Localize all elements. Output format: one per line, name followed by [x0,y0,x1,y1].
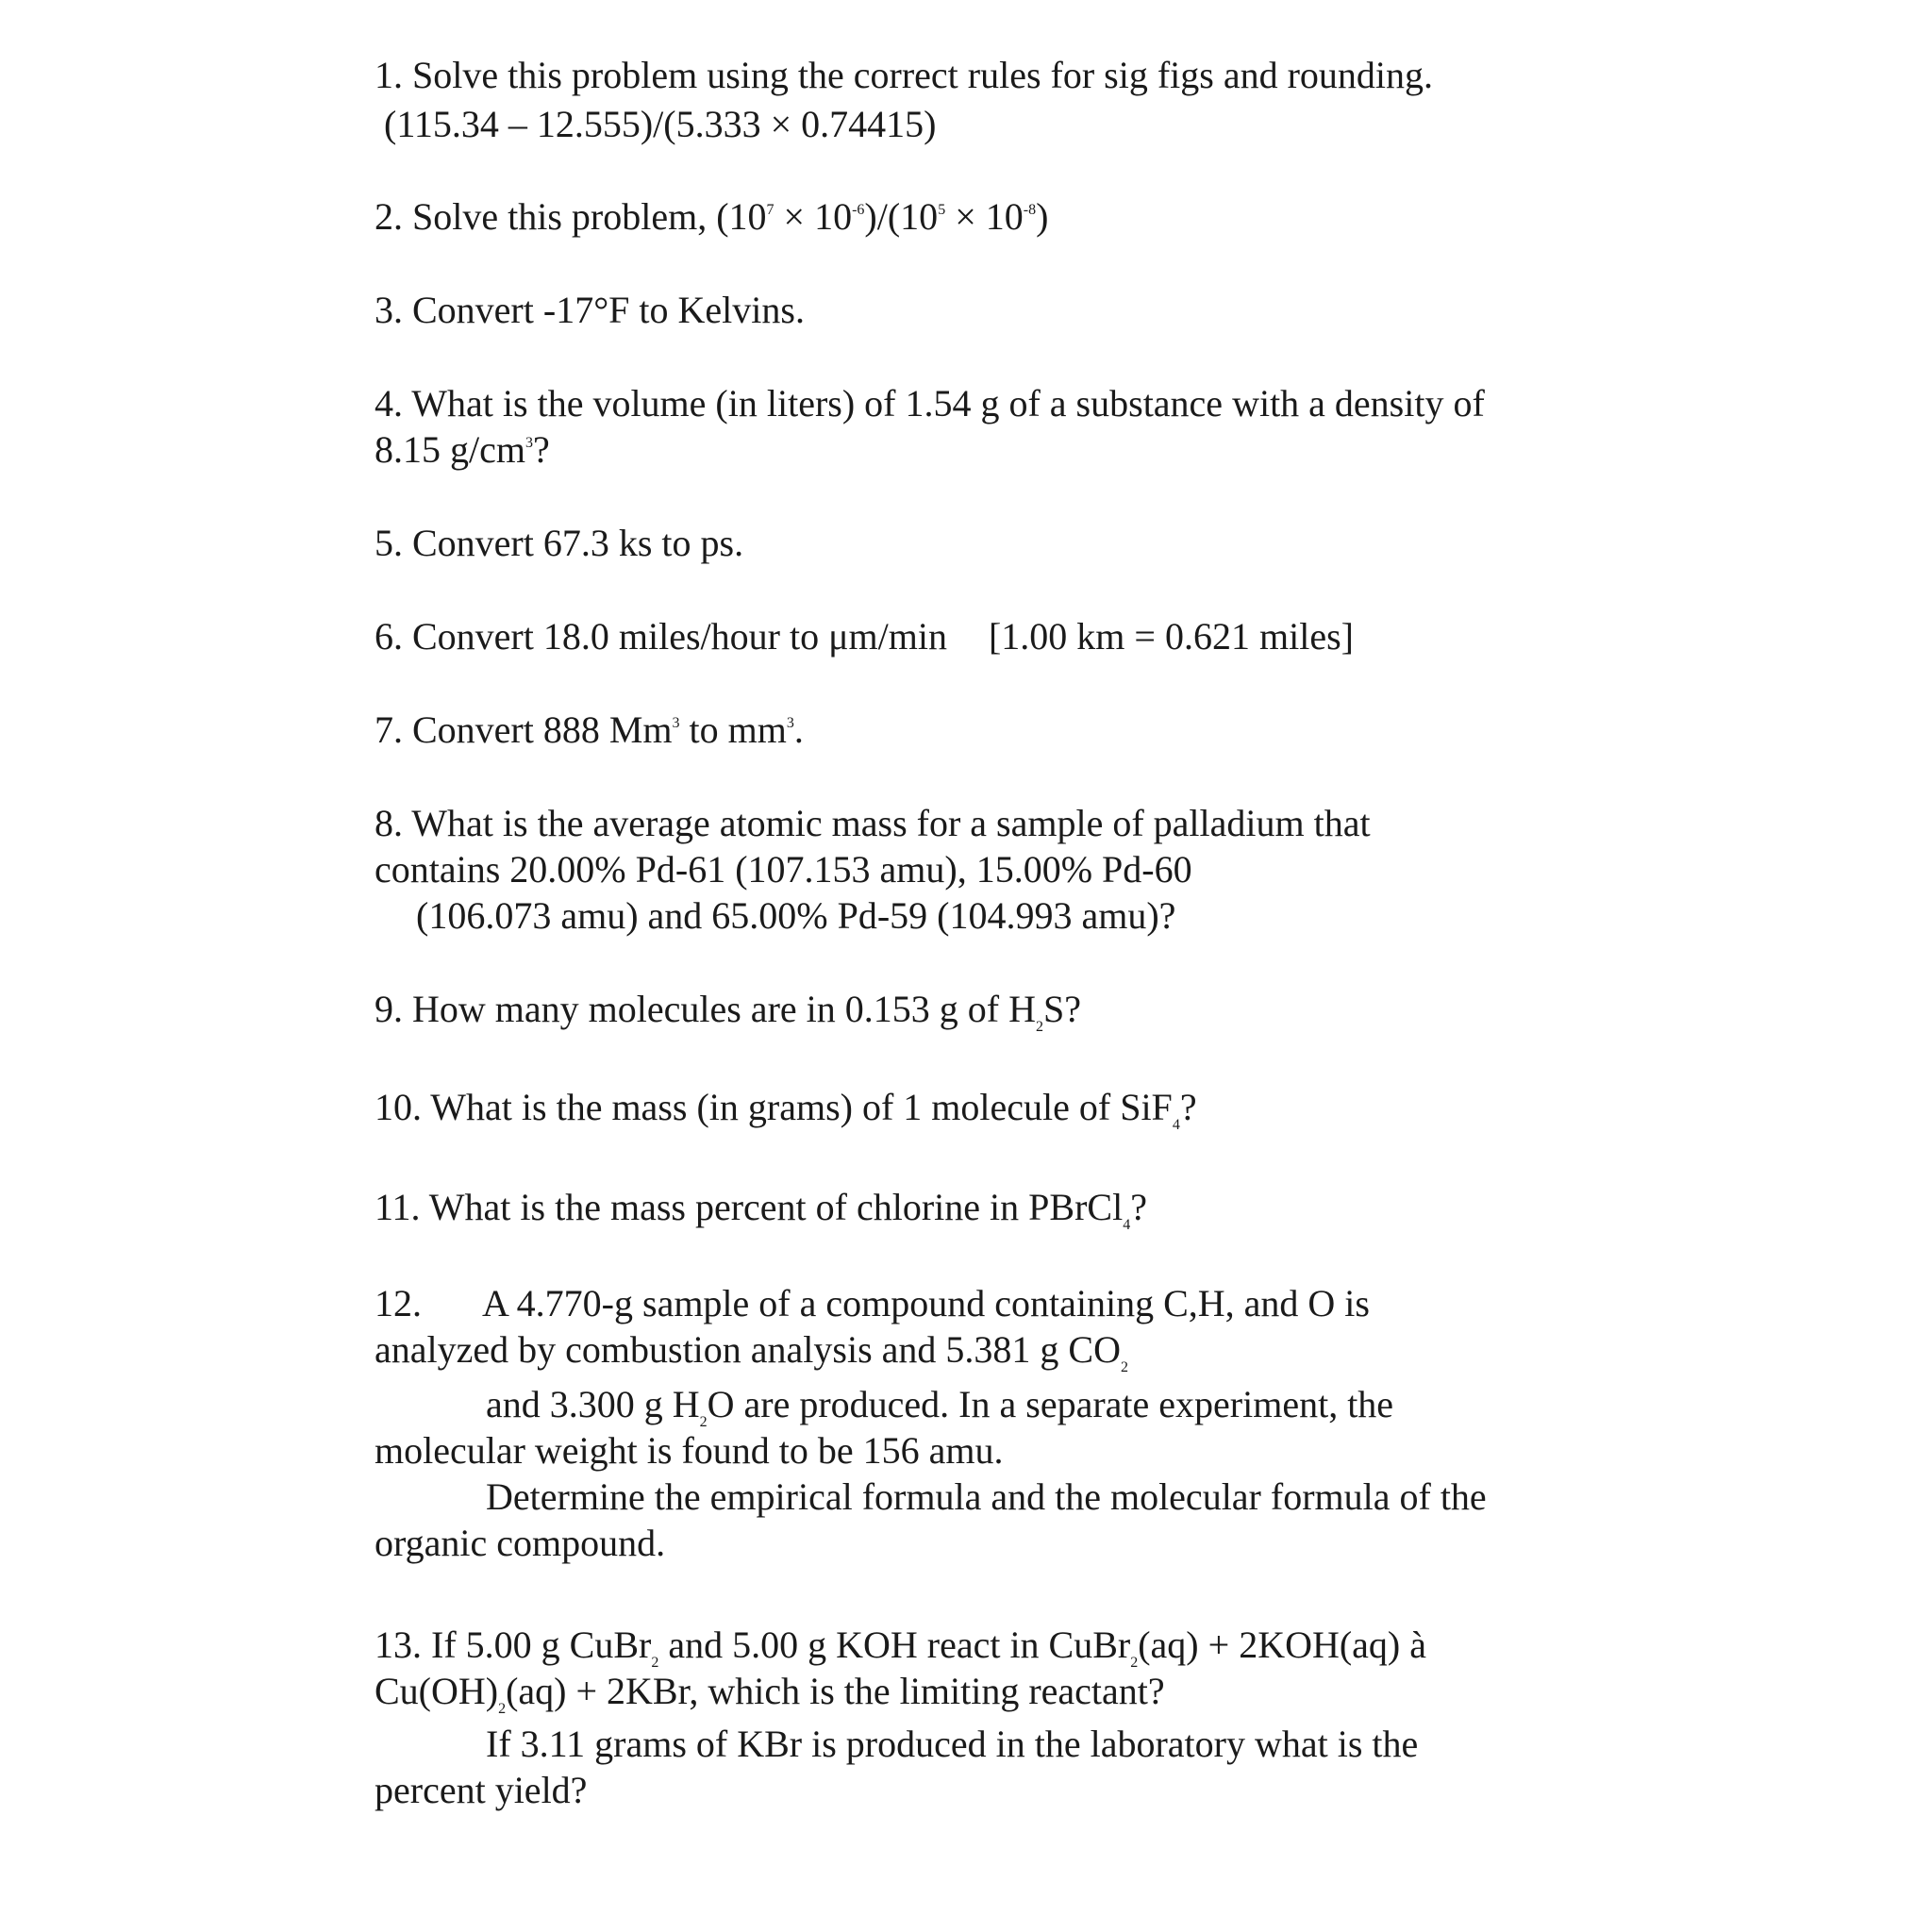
question-10: 10. What is the mass (in grams) of 1 molecule of SiF$_4$? [375,1086,1197,1133]
question-4-line-2: 8.15 $g/cm^3$? [375,428,550,471]
question-12-line-3: and 3.300 g $H_2O$ are produced. In a separate experiment, the [486,1383,1394,1430]
question-12-line-5: Determine the empirical formula and the molecular formula of the [486,1475,1487,1518]
question-6-conversion-factor: [1.00 km = 0.621 miles] [988,615,1354,658]
question-8-line-1: 8. What is the average atomic mass for a sample of palladium that [375,802,1371,844]
question-11: 11. What is the mass percent of chlorine in PBrCl$_4$? [375,1186,1147,1233]
question-12-number: 12. [375,1282,422,1324]
question-13-line-1: 13. If 5.00 g CuBr$_2$ and 5.00 g KOH react in CuBr$_2$(aq) + 2KOH(aq) à [375,1624,1426,1671]
question-12-line-1: 12. A 4.770-g sample of a compound containing C,H, and O is [375,1282,1370,1324]
question-13-line-4: percent yield? [375,1769,588,1811]
question-13-line-2: $Cu(OH)_2(aq) + 2KBr$, which is the limiting reactant? [375,1670,1165,1717]
question-9: 9. How many molecules are in 0.153 g of $H_2S$? [375,988,1081,1035]
question-1-line-1: 1. Solve this problem using the correct rules for sig figs and rounding. [375,54,1434,96]
question-12-line-4: molecular weight is found to be 156 amu. [375,1429,1004,1472]
question-13-line-3: If 3.11 grams of KBr is produced in the laboratory what is the [486,1723,1419,1765]
question-12-line-2: analyzed by combustion analysis and 5.381 g $CO_2$ [375,1328,1128,1375]
question-1-expression: (115.34 – 12.555)/(5.333 × 0.74415) [384,103,937,145]
question-6: 6. Convert 18.0 miles/hour to μm/min [1.00 km = 0.621 miles] [375,615,1354,658]
question-8-line-3: (106.073 amu) and 65.00% Pd-59 (104.993 amu)? [416,894,1176,937]
question-4-line-1: 4. What is the volume (in liters) of 1.54 g of a substance with a density of [375,382,1485,425]
question-2: 2. Solve this problem, $(10^7 \times 10^{-6})/(10^5 \times 10^{-8})$ [375,195,1049,238]
question-8-line-2: contains 20.00% Pd-61 (107.153 amu), 15.00% Pd-60 [375,848,1192,891]
question-5: 5. Convert 67.3 ks to ps. [375,522,744,564]
question-3: 3. Convert -17°F to Kelvins. [375,289,805,331]
question-12-line-6: organic compound. [375,1522,666,1564]
question-7: 7. Convert 888 Mm$^3$ to $mm^3$. [375,708,804,751]
